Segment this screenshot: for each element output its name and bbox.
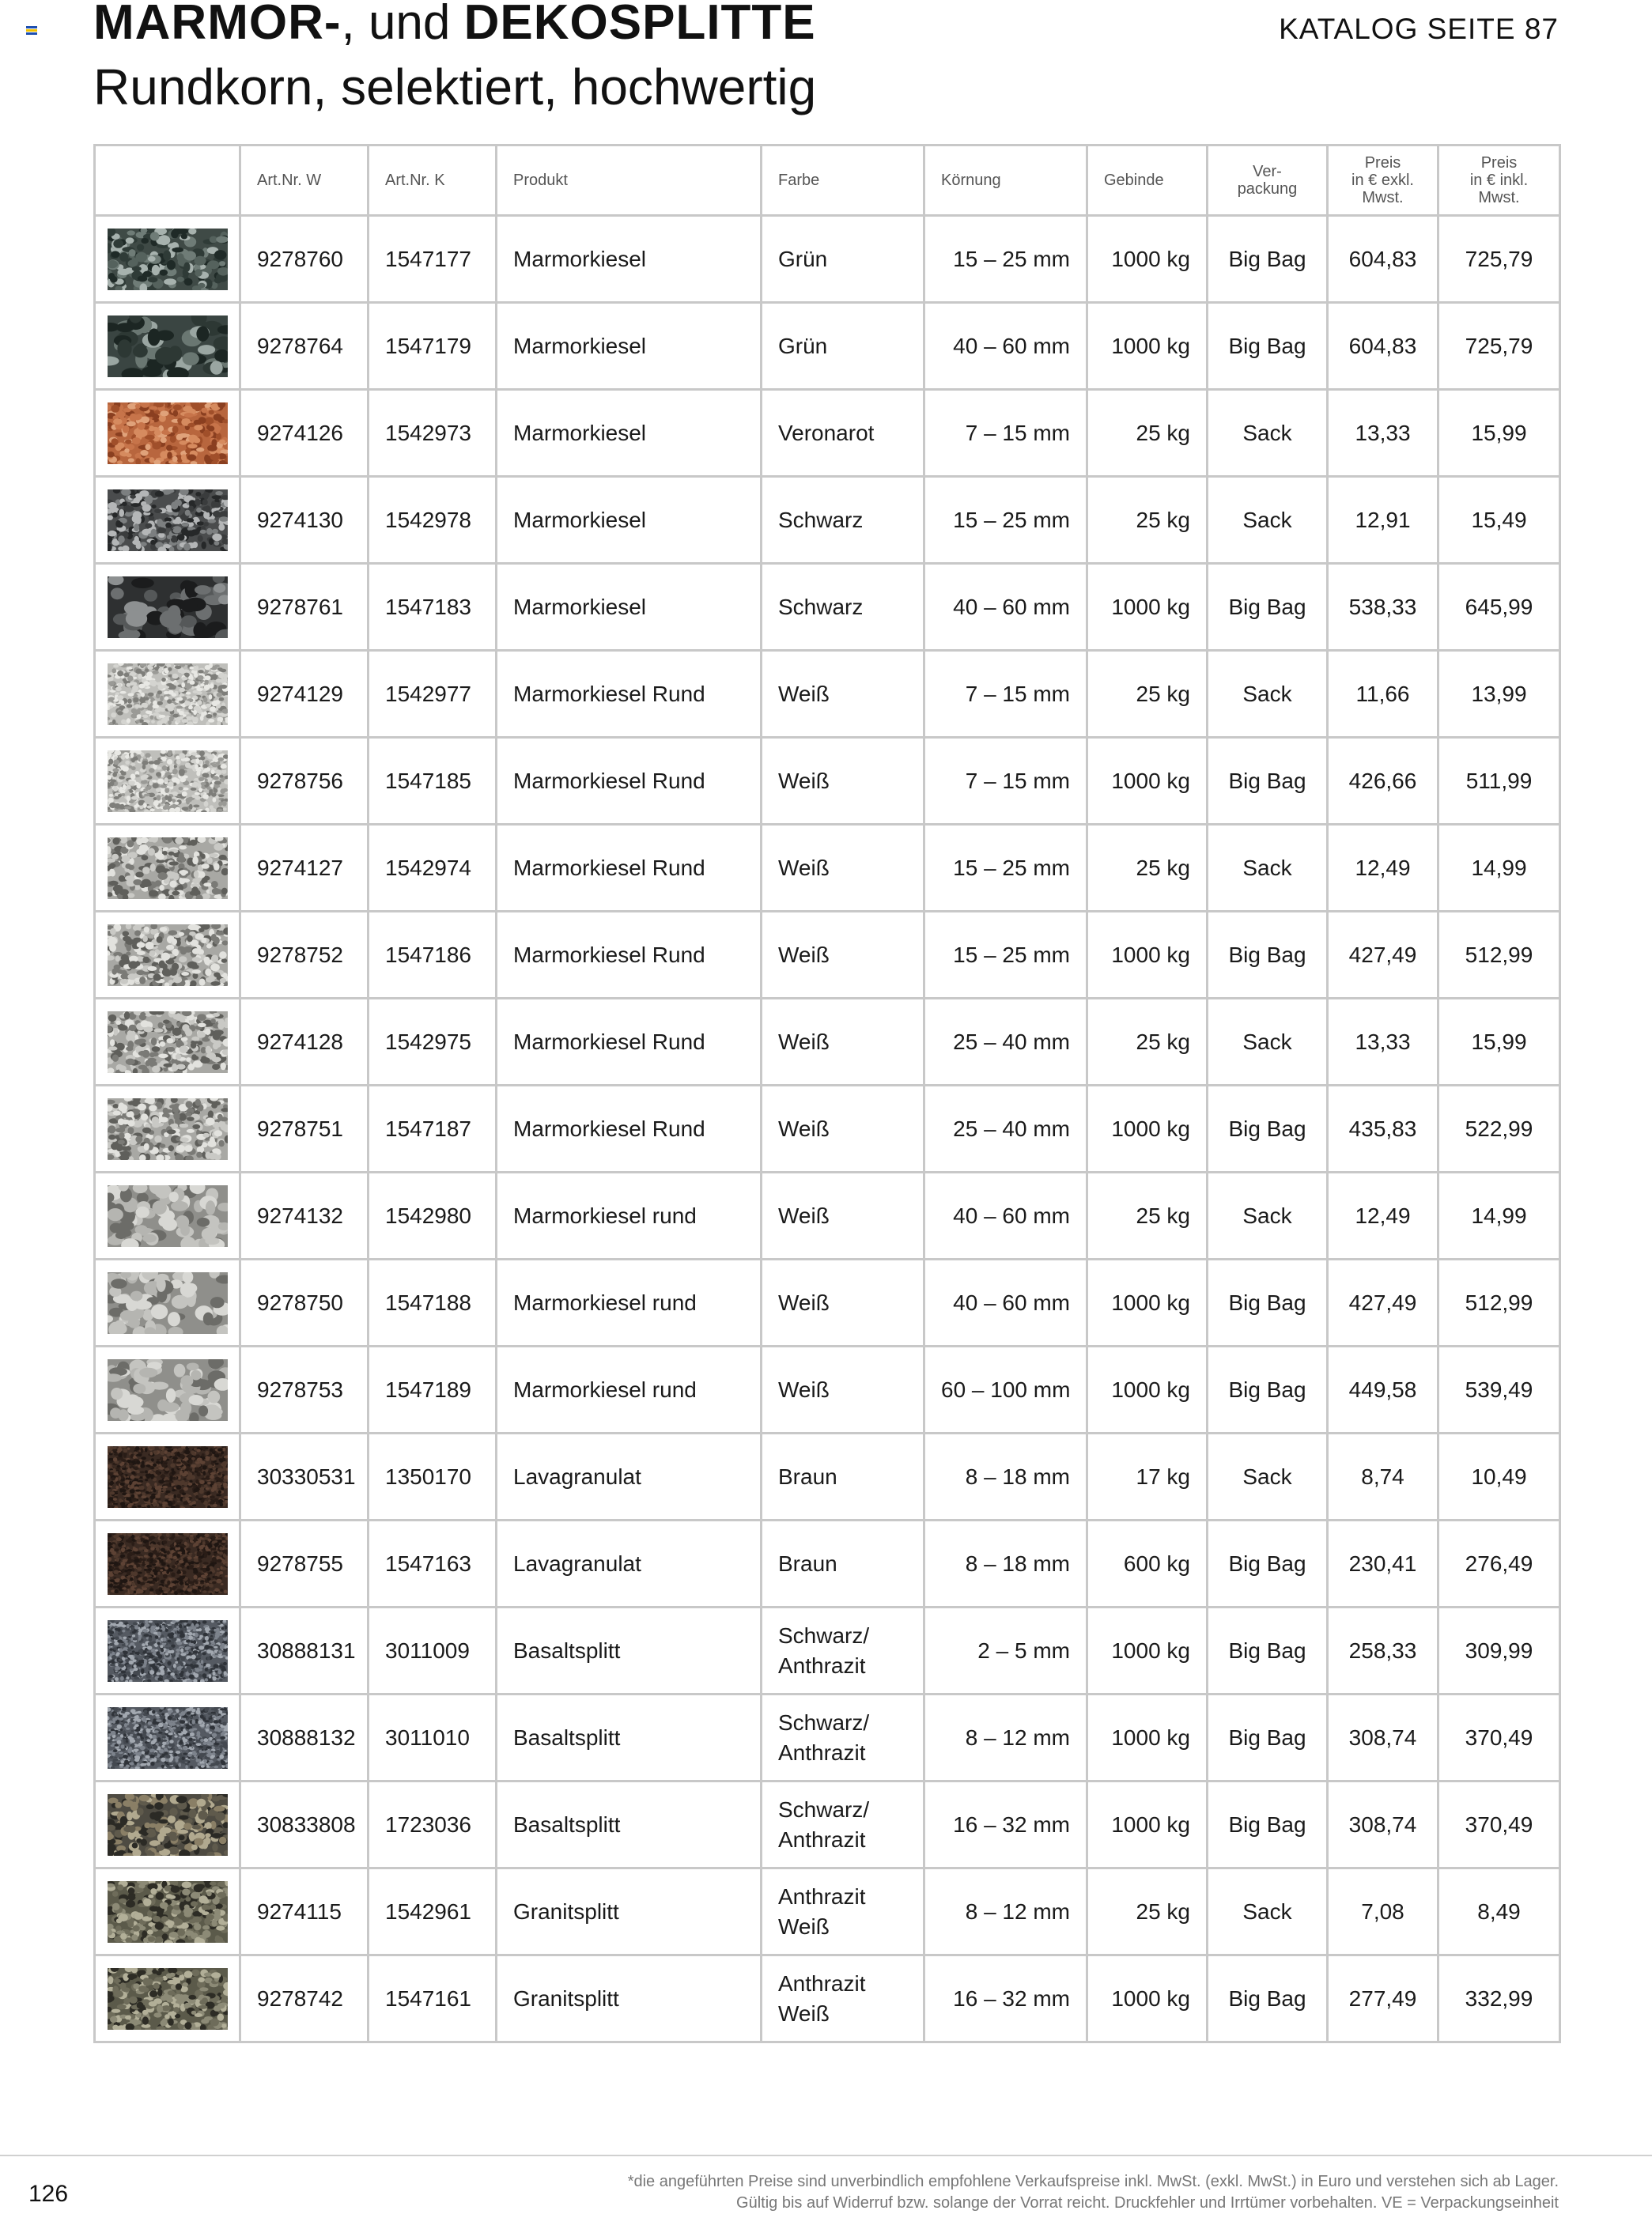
title-connector: , und	[341, 0, 464, 50]
table-row	[95, 1347, 1560, 1434]
cell-farbe: Weiß	[762, 1173, 924, 1260]
cell-art-nr-k: 1547177	[369, 216, 497, 303]
cell-farbe: Weiß	[762, 1347, 924, 1434]
cell-art-nr-w: 9278760	[240, 216, 369, 303]
cell-farbe: Schwarz/ Anthrazit	[762, 1695, 924, 1781]
product-thumbnail-cell	[95, 1955, 240, 2042]
cell-art-nr-w: 30888131	[240, 1608, 369, 1695]
cell-koernung: 7 – 15 mm	[924, 651, 1087, 738]
cell-verpackung: Big Bag	[1208, 1695, 1328, 1781]
cell-gebinde: 25 kg	[1087, 477, 1208, 564]
product-thumbnail-cell	[95, 564, 240, 651]
cell-produkt: Lavagranulat	[497, 1521, 762, 1608]
cell-art-nr-k: 1542977	[369, 651, 497, 738]
cell-verpackung: Big Bag	[1208, 1781, 1328, 1868]
table-row	[95, 825, 1560, 912]
cell-verpackung: Big Bag	[1208, 564, 1328, 651]
cell-gebinde: 600 kg	[1087, 1521, 1208, 1608]
cell-art-nr-w: 9278753	[240, 1347, 369, 1434]
cell-produkt: Marmorkiesel	[497, 477, 762, 564]
cell-verpackung: Sack	[1208, 999, 1328, 1086]
cell-farbe: Braun	[762, 1521, 924, 1608]
cell-koernung: 16 – 32 mm	[924, 1955, 1087, 2042]
cell-verpackung: Sack	[1208, 1173, 1328, 1260]
cell-preis-exkl: 308,74	[1328, 1695, 1438, 1781]
header-preis-inkl: Preis in € inkl. Mwst.	[1438, 145, 1560, 216]
cell-gebinde: 1000 kg	[1087, 912, 1208, 999]
cell-gebinde: 1000 kg	[1087, 303, 1208, 390]
cell-farbe: Anthrazit Weiß	[762, 1868, 924, 1955]
cell-preis-inkl: 539,49	[1438, 1347, 1560, 1434]
product-thumbnail-cell	[95, 738, 240, 825]
cell-art-nr-k: 1547188	[369, 1260, 497, 1347]
cell-koernung: 8 – 18 mm	[924, 1521, 1087, 1608]
cell-art-nr-k: 3011009	[369, 1608, 497, 1695]
cell-art-nr-w: 9278750	[240, 1260, 369, 1347]
cell-farbe: Weiß	[762, 651, 924, 738]
cell-art-nr-w: 30833808	[240, 1781, 369, 1868]
cell-produkt: Marmorkiesel	[497, 216, 762, 303]
gravel-thumbnail-image	[108, 1098, 228, 1160]
cell-preis-inkl: 370,49	[1438, 1695, 1560, 1781]
cell-gebinde: 25 kg	[1087, 1868, 1208, 1955]
cell-art-nr-w: 9274132	[240, 1173, 369, 1260]
cell-preis-inkl: 8,49	[1438, 1868, 1560, 1955]
cell-art-nr-k: 1547179	[369, 303, 497, 390]
table-row	[95, 1173, 1560, 1260]
cell-koernung: 2 – 5 mm	[924, 1608, 1087, 1695]
cell-verpackung: Big Bag	[1208, 1086, 1328, 1173]
cell-preis-exkl: 427,49	[1328, 1260, 1438, 1347]
cell-art-nr-k: 3011010	[369, 1695, 497, 1781]
cell-koernung: 15 – 25 mm	[924, 216, 1087, 303]
cell-art-nr-k: 1723036	[369, 1781, 497, 1868]
cell-gebinde: 1000 kg	[1087, 738, 1208, 825]
product-thumbnail-cell	[95, 1260, 240, 1347]
table-row	[95, 1695, 1560, 1781]
table-row	[95, 1260, 1560, 1347]
cell-preis-inkl: 511,99	[1438, 738, 1560, 825]
cell-art-nr-w: 9278751	[240, 1086, 369, 1173]
gravel-thumbnail-image	[108, 1185, 228, 1247]
title-bold-1: MARMOR-	[93, 0, 342, 50]
product-thumbnail-cell	[95, 1695, 240, 1781]
cell-preis-exkl: 604,83	[1328, 303, 1438, 390]
gravel-thumbnail-image	[108, 1011, 228, 1073]
cell-farbe: Weiß	[762, 912, 924, 999]
page-title	[93, 0, 816, 51]
cell-koernung: 8 – 12 mm	[924, 1868, 1087, 1955]
cell-produkt: Marmorkiesel rund	[497, 1260, 762, 1347]
cell-preis-inkl: 522,99	[1438, 1086, 1560, 1173]
table-row	[95, 564, 1560, 651]
cell-farbe: Weiß	[762, 999, 924, 1086]
header-produkt: Produkt	[497, 145, 762, 216]
cell-art-nr-w: 9274127	[240, 825, 369, 912]
cell-gebinde: 25 kg	[1087, 999, 1208, 1086]
product-thumbnail-cell	[95, 651, 240, 738]
gravel-thumbnail-image	[108, 1272, 228, 1334]
cell-gebinde: 1000 kg	[1087, 1955, 1208, 2042]
gravel-thumbnail-image	[108, 924, 228, 986]
cell-produkt: Marmorkiesel	[497, 564, 762, 651]
cell-art-nr-k: 1350170	[369, 1434, 497, 1521]
table-row	[95, 912, 1560, 999]
cell-verpackung: Sack	[1208, 825, 1328, 912]
header-farbe: Farbe	[762, 145, 924, 216]
product-thumbnail-cell	[95, 1521, 240, 1608]
cell-preis-inkl: 645,99	[1438, 564, 1560, 651]
cell-art-nr-k: 1542975	[369, 999, 497, 1086]
cell-gebinde: 1000 kg	[1087, 216, 1208, 303]
gravel-thumbnail-image	[108, 576, 228, 638]
cell-preis-exkl: 435,83	[1328, 1086, 1438, 1173]
cell-preis-inkl: 725,79	[1438, 216, 1560, 303]
cell-farbe: Grün	[762, 303, 924, 390]
cell-gebinde: 25 kg	[1087, 651, 1208, 738]
product-thumbnail-cell	[95, 825, 240, 912]
cell-verpackung: Big Bag	[1208, 1608, 1328, 1695]
cell-farbe: Schwarz/ Anthrazit	[762, 1781, 924, 1868]
cell-verpackung: Big Bag	[1208, 303, 1328, 390]
cell-produkt: Marmorkiesel	[497, 390, 762, 477]
cell-farbe: Schwarz	[762, 564, 924, 651]
cell-gebinde: 1000 kg	[1087, 1347, 1208, 1434]
cell-art-nr-w: 9274130	[240, 477, 369, 564]
gravel-thumbnail-image	[108, 402, 228, 464]
table-row	[95, 303, 1560, 390]
cell-koernung: 8 – 12 mm	[924, 1695, 1087, 1781]
header-koernung: Körnung	[924, 145, 1087, 216]
cell-produkt: Basaltsplitt	[497, 1608, 762, 1695]
cell-koernung: 40 – 60 mm	[924, 1260, 1087, 1347]
cell-produkt: Granitsplitt	[497, 1868, 762, 1955]
header-art-nr-k: Art.Nr. K	[369, 145, 497, 216]
cell-preis-exkl: 12,91	[1328, 477, 1438, 564]
cell-gebinde: 1000 kg	[1087, 1781, 1208, 1868]
cell-produkt: Marmorkiesel Rund	[497, 999, 762, 1086]
table-row	[95, 216, 1560, 303]
cell-koernung: 7 – 15 mm	[924, 738, 1087, 825]
product-table	[93, 144, 1561, 2043]
cell-art-nr-k: 1542961	[369, 1868, 497, 1955]
cell-produkt: Marmorkiesel rund	[497, 1173, 762, 1260]
header-image	[95, 145, 240, 216]
product-thumbnail-cell	[95, 912, 240, 999]
gravel-thumbnail-image	[108, 1794, 228, 1856]
product-thumbnail-cell	[95, 1347, 240, 1434]
cell-preis-inkl: 13,99	[1438, 651, 1560, 738]
product-thumbnail-cell	[95, 1173, 240, 1260]
product-thumbnail-cell	[95, 1608, 240, 1695]
cell-verpackung: Big Bag	[1208, 1347, 1328, 1434]
cell-art-nr-k: 1547163	[369, 1521, 497, 1608]
product-thumbnail-cell	[95, 999, 240, 1086]
cell-verpackung: Sack	[1208, 477, 1328, 564]
cell-preis-exkl: 11,66	[1328, 651, 1438, 738]
cell-preis-inkl: 15,99	[1438, 999, 1560, 1086]
cell-produkt: Marmorkiesel	[497, 303, 762, 390]
cell-art-nr-k: 1547185	[369, 738, 497, 825]
cell-art-nr-w: 9274128	[240, 999, 369, 1086]
cell-verpackung: Sack	[1208, 651, 1328, 738]
cell-art-nr-w: 9278752	[240, 912, 369, 999]
table-row	[95, 1608, 1560, 1695]
cell-produkt: Marmorkiesel Rund	[497, 825, 762, 912]
cell-preis-inkl: 15,99	[1438, 390, 1560, 477]
cell-art-nr-w: 9274126	[240, 390, 369, 477]
cell-art-nr-k: 1542974	[369, 825, 497, 912]
cell-farbe: Weiß	[762, 1086, 924, 1173]
cell-koernung: 8 – 18 mm	[924, 1434, 1087, 1521]
cell-gebinde: 1000 kg	[1087, 1086, 1208, 1173]
cell-koernung: 40 – 60 mm	[924, 303, 1087, 390]
gravel-thumbnail-image	[108, 663, 228, 725]
cell-produkt: Marmorkiesel Rund	[497, 738, 762, 825]
cell-verpackung: Big Bag	[1208, 1260, 1328, 1347]
header-preis-exkl: Preis in € exkl. Mwst.	[1328, 145, 1438, 216]
cell-farbe: Schwarz	[762, 477, 924, 564]
product-thumbnail-cell	[95, 216, 240, 303]
table-row	[95, 1781, 1560, 1868]
cell-gebinde: 25 kg	[1087, 825, 1208, 912]
cell-art-nr-w: 30330531	[240, 1434, 369, 1521]
cell-art-nr-k: 1542980	[369, 1173, 497, 1260]
cell-produkt: Basaltsplitt	[497, 1695, 762, 1781]
cell-koernung: 40 – 60 mm	[924, 1173, 1087, 1260]
cell-art-nr-k: 1542978	[369, 477, 497, 564]
cell-preis-exkl: 13,33	[1328, 390, 1438, 477]
table-row	[95, 651, 1560, 738]
cell-art-nr-w: 9274129	[240, 651, 369, 738]
cell-produkt: Granitsplitt	[497, 1955, 762, 2042]
cell-produkt: Marmorkiesel Rund	[497, 1086, 762, 1173]
gravel-thumbnail-image	[108, 1881, 228, 1943]
cell-koernung: 15 – 25 mm	[924, 477, 1087, 564]
header-verpackung: Ver- packung	[1208, 145, 1328, 216]
cell-verpackung: Big Bag	[1208, 738, 1328, 825]
cell-preis-inkl: 14,99	[1438, 1173, 1560, 1260]
cell-koernung: 25 – 40 mm	[924, 1086, 1087, 1173]
gravel-thumbnail-image	[108, 1968, 228, 2030]
cell-preis-exkl: 8,74	[1328, 1434, 1438, 1521]
cell-farbe: Weiß	[762, 738, 924, 825]
cell-preis-inkl: 512,99	[1438, 1260, 1560, 1347]
cell-preis-exkl: 258,33	[1328, 1608, 1438, 1695]
cell-art-nr-w: 30888132	[240, 1695, 369, 1781]
gravel-thumbnail-image	[108, 1446, 228, 1508]
cell-art-nr-w: 9274115	[240, 1868, 369, 1955]
gravel-thumbnail-image	[108, 1707, 228, 1769]
cell-art-nr-k: 1547186	[369, 912, 497, 999]
cell-art-nr-w: 9278764	[240, 303, 369, 390]
cell-produkt: Marmorkiesel rund	[497, 1347, 762, 1434]
cell-koernung: 40 – 60 mm	[924, 564, 1087, 651]
table-row	[95, 999, 1560, 1086]
cell-art-nr-w: 9278742	[240, 1955, 369, 2042]
page-subtitle: Rundkorn, selektiert, hochwertig	[93, 59, 817, 115]
cell-koernung: 16 – 32 mm	[924, 1781, 1087, 1868]
cell-preis-inkl: 332,99	[1438, 1955, 1560, 2042]
cell-farbe: Braun	[762, 1434, 924, 1521]
table-row	[95, 390, 1560, 477]
footer-divider	[0, 2155, 1652, 2156]
cell-preis-inkl: 512,99	[1438, 912, 1560, 999]
footnote-line-1: *die angeführten Preise sind unverbindlich empfohlene Verkaufspreise inkl. MwSt. (exkl. MwSt.) in Euro und verstehen sich ab Lager.	[627, 2173, 1559, 2190]
title-bold-2: DEKOSPLITTE	[463, 0, 816, 50]
cell-gebinde: 17 kg	[1087, 1434, 1208, 1521]
cell-verpackung: Big Bag	[1208, 1521, 1328, 1608]
product-thumbnail-cell	[95, 1086, 240, 1173]
cell-art-nr-k: 1547189	[369, 1347, 497, 1434]
cell-preis-exkl: 426,66	[1328, 738, 1438, 825]
header-art-nr-w: Art.Nr. W	[240, 145, 369, 216]
cell-verpackung: Big Bag	[1208, 216, 1328, 303]
product-thumbnail-cell	[95, 390, 240, 477]
cell-preis-exkl: 604,83	[1328, 216, 1438, 303]
gravel-thumbnail-image	[108, 750, 228, 812]
cell-preis-exkl: 538,33	[1328, 564, 1438, 651]
cell-art-nr-k: 1547161	[369, 1955, 497, 2042]
cell-gebinde: 25 kg	[1087, 390, 1208, 477]
cell-gebinde: 1000 kg	[1087, 1260, 1208, 1347]
cell-preis-inkl: 14,99	[1438, 825, 1560, 912]
cell-gebinde: 1000 kg	[1087, 1695, 1208, 1781]
cell-produkt: Marmorkiesel Rund	[497, 651, 762, 738]
cell-preis-exkl: 12,49	[1328, 1173, 1438, 1260]
cell-gebinde: 25 kg	[1087, 1173, 1208, 1260]
cell-farbe: Veronarot	[762, 390, 924, 477]
footnote-line-2: Gültig bis auf Widerruf bzw. solange der Vorrat reicht. Druckfehler und Irrtümer vorbehalten. VE = Verpackungseinheit	[736, 2194, 1559, 2212]
cell-art-nr-w: 9278761	[240, 564, 369, 651]
cell-koernung: 7 – 15 mm	[924, 390, 1087, 477]
gravel-thumbnail-image	[108, 1533, 228, 1595]
cell-art-nr-k: 1542973	[369, 390, 497, 477]
cell-art-nr-w: 9278755	[240, 1521, 369, 1608]
table-row	[95, 1955, 1560, 2042]
cell-preis-exkl: 7,08	[1328, 1868, 1438, 1955]
product-thumbnail-cell	[95, 1868, 240, 1955]
cell-verpackung: Sack	[1208, 1868, 1328, 1955]
cell-preis-inkl: 10,49	[1438, 1434, 1560, 1521]
table-row	[95, 1434, 1560, 1521]
cell-koernung: 15 – 25 mm	[924, 912, 1087, 999]
cell-art-nr-k: 1547187	[369, 1086, 497, 1173]
cell-preis-exkl: 277,49	[1328, 1955, 1438, 2042]
gravel-thumbnail-image	[108, 229, 228, 290]
table-row	[95, 1521, 1560, 1608]
gravel-thumbnail-image	[108, 1359, 228, 1421]
table-row	[95, 1086, 1560, 1173]
cell-koernung: 25 – 40 mm	[924, 999, 1087, 1086]
cell-preis-inkl: 309,99	[1438, 1608, 1560, 1695]
cell-preis-exkl: 308,74	[1328, 1781, 1438, 1868]
cell-produkt: Basaltsplitt	[497, 1781, 762, 1868]
cell-preis-exkl: 13,33	[1328, 999, 1438, 1086]
gravel-thumbnail-image	[108, 837, 228, 899]
cell-farbe: Grün	[762, 216, 924, 303]
cell-farbe: Anthrazit Weiß	[762, 1955, 924, 2042]
cell-preis-exkl: 230,41	[1328, 1521, 1438, 1608]
cell-art-nr-w: 9278756	[240, 738, 369, 825]
cell-art-nr-k: 1547183	[369, 564, 497, 651]
cell-gebinde: 1000 kg	[1087, 564, 1208, 651]
cell-farbe: Schwarz/ Anthrazit	[762, 1608, 924, 1695]
gravel-thumbnail-image	[108, 315, 228, 377]
table-row	[95, 738, 1560, 825]
product-thumbnail-cell	[95, 303, 240, 390]
cell-preis-exkl: 427,49	[1328, 912, 1438, 999]
product-thumbnail-cell	[95, 477, 240, 564]
cell-koernung: 60 – 100 mm	[924, 1347, 1087, 1434]
cell-koernung: 15 – 25 mm	[924, 825, 1087, 912]
table-row	[95, 477, 1560, 564]
catalog-reference: KATALOG SEITE 87	[1279, 13, 1559, 45]
cell-verpackung: Big Bag	[1208, 912, 1328, 999]
table-header-row	[95, 145, 1560, 216]
cell-preis-inkl: 370,49	[1438, 1781, 1560, 1868]
cell-verpackung: Sack	[1208, 390, 1328, 477]
gravel-thumbnail-image	[108, 1620, 228, 1682]
cell-preis-exkl: 12,49	[1328, 825, 1438, 912]
cell-verpackung: Big Bag	[1208, 1955, 1328, 2042]
flag-icon	[26, 26, 37, 36]
cell-preis-exkl: 449,58	[1328, 1347, 1438, 1434]
cell-farbe: Weiß	[762, 825, 924, 912]
cell-farbe: Weiß	[762, 1260, 924, 1347]
product-thumbnail-cell	[95, 1434, 240, 1521]
cell-produkt: Marmorkiesel Rund	[497, 912, 762, 999]
cell-preis-inkl: 276,49	[1438, 1521, 1560, 1608]
cell-preis-inkl: 725,79	[1438, 303, 1560, 390]
table-row	[95, 1868, 1560, 1955]
cell-verpackung: Sack	[1208, 1434, 1328, 1521]
cell-preis-inkl: 15,49	[1438, 477, 1560, 564]
header-gebinde: Gebinde	[1087, 145, 1208, 216]
cell-produkt: Lavagranulat	[497, 1434, 762, 1521]
product-thumbnail-cell	[95, 1781, 240, 1868]
gravel-thumbnail-image	[108, 489, 228, 551]
cell-gebinde: 1000 kg	[1087, 1608, 1208, 1695]
page-number: 126	[28, 2181, 69, 2207]
